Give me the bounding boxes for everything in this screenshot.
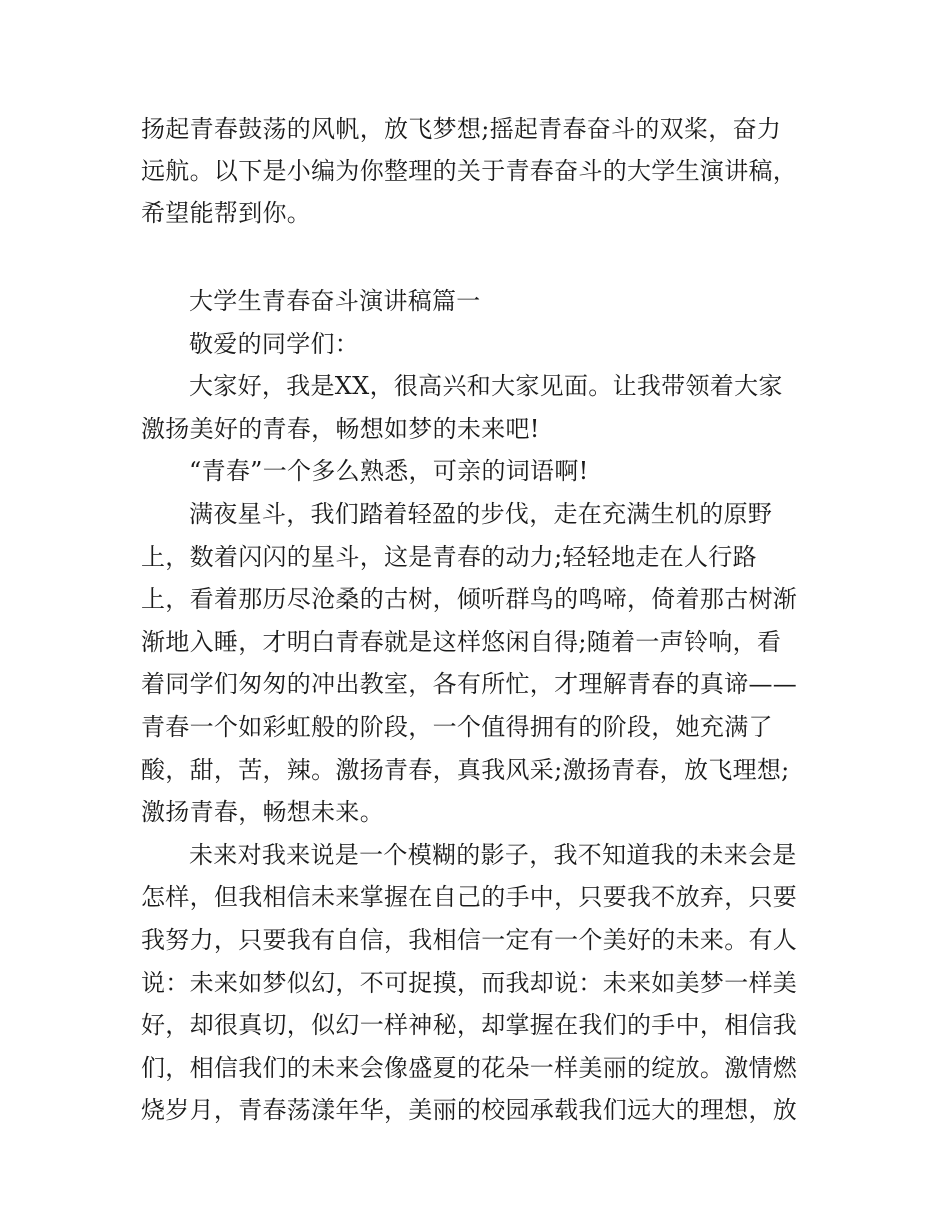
paragraph-line: 满夜星斗，我们踏着轻盈的步伐，走在充满生机的原野 — [189, 499, 773, 528]
paragraph-line: 酸，甜，苦，辣。激扬青春，真我风采;激扬青春，放飞理想; — [141, 755, 790, 784]
intro-line: 扬起青春鼓荡的风帆，放飞梦想;摇起青春奋斗的双桨，奋力 — [141, 115, 782, 143]
greeting: 敬爱的同学们： — [189, 329, 360, 358]
paragraph-line: 未来对我来说是一个模糊的影子，我不知道我的未来会是 — [189, 840, 797, 869]
paragraph-line: 们，相信我们的未来会像盛夏的花朵一样美丽的绽放。激情燃 — [141, 1053, 798, 1082]
paragraph-line: 怎样，但我相信未来掌握在自己的手中，只要我不放弃，只要 — [141, 883, 798, 912]
paragraph-line: 大家好，我是XX，很高兴和大家见面。让我带领着大家 — [189, 372, 783, 401]
paragraph-line: 说：未来如梦似幻，不可捉摸，而我却说：未来如美梦一样美 — [141, 968, 798, 997]
intro-line: 远航。以下是小编为你整理的关于青春奋斗的大学生演讲稿， — [141, 157, 798, 185]
paragraph-line: 好，却很真切，似幻一样神秘，却掌握在我们的手中，相信我 — [141, 1011, 798, 1040]
paragraph-line: 上，数着闪闪的星斗，这是青春的动力;轻轻地走在人行路 — [141, 542, 757, 571]
paragraph-starry-night — [141, 493, 813, 834]
paragraph-line: 着同学们匆匆的冲出教室，各有所忙，才理解青春的真谛—— — [141, 670, 798, 699]
paragraph-line: “青春”一个多么熟悉，可亲的词语啊! — [189, 457, 589, 486]
paragraph-line: 我努力，只要我有自信，我相信一定有一个美好的未来。有人 — [141, 925, 798, 954]
article-body — [141, 280, 813, 1132]
paragraph-self-intro — [141, 365, 813, 450]
paragraph-line: 青春一个如彩虹般的阶段，一个值得拥有的阶段，她充满了 — [141, 712, 773, 741]
paragraph-line: 上，看着那历尽沧桑的古树，倾听群鸟的鸣啼，倚着那古树渐 — [141, 585, 798, 614]
paragraph-line: 渐地入睡，才明白青春就是这样悠闲自得;随着一声铃响，看 — [141, 627, 782, 656]
paragraph-youth-word — [141, 450, 813, 493]
paragraph-line: 激扬青春，畅想未来。 — [141, 798, 384, 827]
article-title: 大学生青春奋斗演讲稿篇一 — [189, 287, 481, 315]
paragraph-line: 激扬美好的青春，畅想如梦的未来吧! — [141, 414, 540, 443]
paragraph-line: 烧岁月，青春荡漾年华，美丽的校园承载我们远大的理想，放 — [141, 1096, 798, 1125]
intro-line: 希望能帮到你。 — [141, 199, 312, 227]
paragraph-future — [141, 834, 813, 1132]
intro-paragraph — [141, 108, 813, 234]
